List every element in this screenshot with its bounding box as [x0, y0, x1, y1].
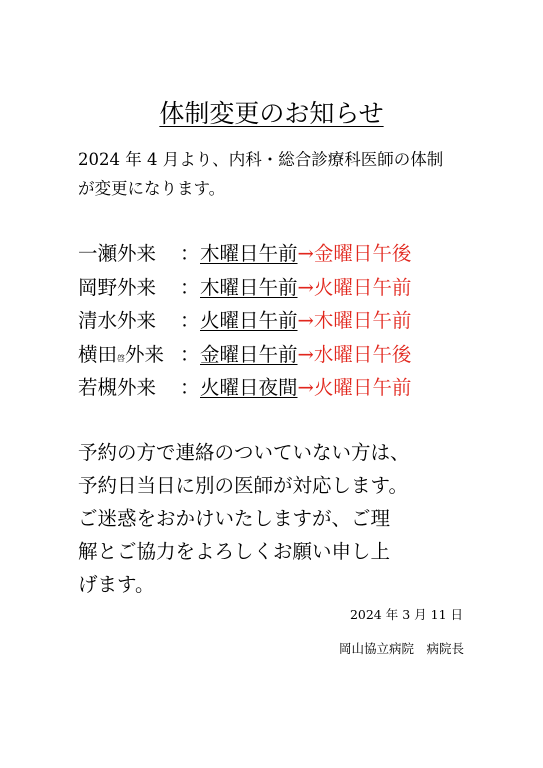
page-title-text: 体制変更のお知らせ	[159, 99, 384, 128]
arrow-icon: →	[297, 342, 314, 366]
separator: ：	[180, 242, 200, 265]
separator: ：	[180, 376, 200, 399]
schedule-row-left	[78, 276, 298, 299]
schedule-row	[78, 374, 478, 408]
clinic-name-sub: 啓	[117, 353, 126, 363]
notice-line: 予約の方で連絡のついていない方は、	[78, 441, 410, 464]
notice-line: げます。	[78, 573, 155, 596]
old-time: 木曜日午前	[200, 242, 298, 265]
page-title	[0, 97, 543, 131]
signature: 岡山協立病院 病院長	[338, 641, 464, 656]
old-time: 木曜日午前	[200, 275, 298, 299]
separator: ：	[180, 275, 200, 299]
intro-paragraph	[78, 145, 478, 203]
notice-paragraph	[78, 436, 478, 601]
separator: ：	[180, 309, 200, 332]
notice-line: ご迷惑をおかけいたしますが、ご理	[78, 507, 391, 530]
schedule-row-left	[78, 343, 298, 366]
notice-line: 予約日当日に別の医師が対応します。	[78, 474, 408, 497]
clinic-name: 若槻外来	[78, 376, 157, 399]
new-time: 火曜日午前	[313, 376, 412, 399]
notice-line: 解とご協力をよろしくお願い申し上	[78, 540, 391, 563]
schedule-row	[78, 240, 478, 274]
new-time: 火曜日午前	[313, 275, 412, 299]
schedule-row-left	[78, 309, 298, 332]
arrow-icon: →	[297, 275, 314, 299]
old-time: 火曜日夜間	[200, 376, 298, 399]
notice-date: 2024 年 3 月 11 日	[349, 607, 463, 622]
old-time: 火曜日午前	[200, 309, 298, 332]
new-time: 木曜日午前	[313, 309, 412, 332]
new-time: 水曜日午後	[313, 342, 412, 366]
separator: ：	[180, 342, 200, 366]
schedule-row	[78, 307, 478, 341]
arrow-icon: →	[297, 309, 314, 332]
schedule-row-left	[78, 242, 298, 265]
arrow-icon: →	[297, 376, 314, 399]
schedule-row	[78, 341, 478, 375]
intro-line: 2024 年 4 月より、内科・総合診療科医師の体制	[78, 150, 444, 169]
intro-line: が変更になります。	[78, 179, 226, 198]
clinic-name: 岡野外来	[78, 275, 157, 299]
clinic-name-main: 横田	[78, 342, 118, 366]
schedule-row-left	[78, 376, 298, 399]
old-time: 金曜日午前	[200, 342, 298, 366]
clinic-name: 一瀬外来	[78, 242, 157, 265]
clinic-name	[78, 341, 180, 373]
new-time: 金曜日午後	[313, 242, 412, 265]
schedule-row	[78, 274, 478, 308]
clinic-name-suffix: 外来	[125, 342, 165, 366]
schedule-list	[78, 240, 478, 408]
arrow-icon: →	[297, 242, 314, 265]
clinic-name: 清水外来	[78, 309, 157, 332]
